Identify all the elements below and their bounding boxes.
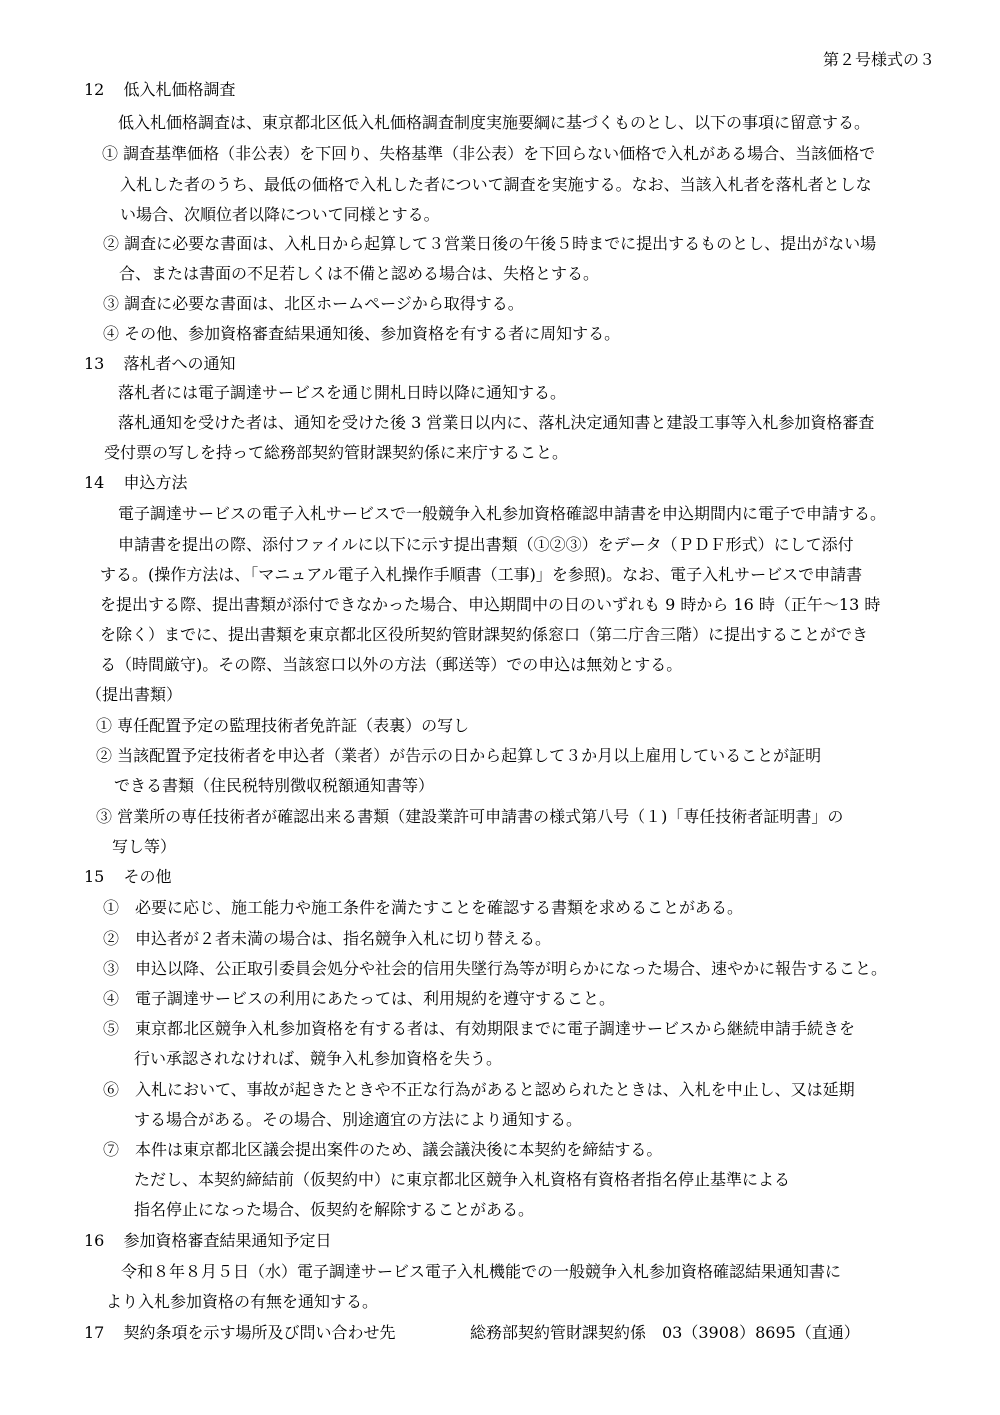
section-13-paragraph-2-line-2: 受付票の写しを持って総務部契約管財課契約係に来庁すること。 bbox=[104, 443, 569, 462]
section-15-item-1: ① 必要に応じ、施工能力や施工条件を満たすことを確認する書類を求めることがある。 bbox=[103, 898, 744, 917]
section-15-item-6-line-2: する場合がある。その場合、別途適宜の方法により通知する。 bbox=[134, 1110, 583, 1129]
section-12-item-1-line-3: い場合、次順位者以降について同様とする。 bbox=[120, 205, 440, 224]
section-15-heading bbox=[84, 867, 171, 887]
section-13-paragraph-1: 落札者には電子調達サービスを通じ開札日時以降に通知する。 bbox=[118, 383, 567, 402]
section-15-item-5-line-1: ⑤ 東京都北区競争入札参加資格を有する者は、有効期限までに電子調達サービスから継続申請手続きを bbox=[103, 1019, 856, 1038]
section-12-intro: 低入札価格調査は、東京都北区低入札価格調査制度実施要綱に基づくものとし、以下の事項に留意する。 bbox=[118, 113, 871, 132]
section-12-item-1-line-2: 入札した者のうち、最低の価格で入札した者について調査を実施する。なお、当該入札者を落札者としな bbox=[120, 175, 872, 194]
submission-doc-1: ① 専任配置予定の監理技術者免許証（表裏）の写し bbox=[96, 716, 470, 735]
section-12-item-4: ④ その他、参加資格審査結果通知後、参加資格を有する者に周知する。 bbox=[103, 324, 621, 343]
submission-docs-title: （提出書類） bbox=[86, 685, 183, 704]
section-15-item-4: ④ 電子調達サービスの利用にあたっては、利用規約を遵守すること。 bbox=[103, 989, 616, 1008]
section-title: 落札者への通知 bbox=[123, 354, 236, 373]
form-label: 第２号様式の３ bbox=[823, 50, 936, 69]
section-15-item-2: ② 申込者が２者未満の場合は、指名競争入札に切り替える。 bbox=[103, 929, 552, 948]
section-14-paragraph-2-line-5: る（時間厳守)。その際、当該窓口以外の方法（郵送等）での申込は無効とする。 bbox=[100, 655, 683, 674]
section-14-paragraph-2-line-1: 申請書を提出の際、添付ファイルに以下に示す提出書類（①②③）をデータ（ＰＤＦ形式）にして添付 bbox=[118, 535, 854, 554]
section-12-item-1-line-1: ① 調査基準価格（非公表）を下回り、失格基準（非公表）を下回らない価格で入札がある場合、当該価格で bbox=[102, 144, 876, 163]
section-14-paragraph-2-line-4: を除く）までに、提出書類を東京都北区役所契約管財課契約係窓口（第二庁舎三階）に提出することができ bbox=[100, 625, 869, 644]
section-number: 14 bbox=[84, 473, 105, 492]
section-16-paragraph-line-2: より入札参加資格の有無を通知する。 bbox=[106, 1292, 379, 1311]
section-title: その他 bbox=[123, 867, 172, 886]
section-14-paragraph-1: 電子調達サービスの電子入札サービスで一般競争入札参加資格確認申請書を申込期間内に電子で申請する。 bbox=[118, 504, 887, 523]
section-12-item-2-line-2: 合、または書面の不足若しくは不備と認める場合は、失格とする。 bbox=[119, 264, 600, 283]
section-title: 申込方法 bbox=[123, 473, 188, 492]
section-title: 低入札価格調査 bbox=[123, 80, 236, 99]
section-15-item-7-line-1: ⑦ 本件は東京都北区議会提出案件のため、議会議決後に本契約を締結する。 bbox=[103, 1140, 663, 1159]
section-17-contact: 総務部契約管財課契約係 03（3908）8695（直通） bbox=[470, 1323, 860, 1342]
section-12-heading bbox=[84, 80, 235, 100]
submission-doc-3-line-2: 写し等） bbox=[112, 837, 177, 856]
section-12-item-3: ③ 調査に必要な書面は、北区ホームページから取得する。 bbox=[103, 294, 524, 313]
section-title: 契約条項を示す場所及び問い合わせ先 bbox=[123, 1323, 396, 1342]
section-14-paragraph-2-line-3: を提出する際、提出書類が添付できなかった場合、申込期間中の日のいずれも 9 時から 16 時（正午～13 時 bbox=[100, 595, 881, 614]
section-13-paragraph-2-line-1: 落札通知を受けた者は、通知を受けた後 3 営業日以内に、落札決定通知書と建設工事等入札参加資格審査 bbox=[118, 413, 875, 432]
submission-doc-2-line-1: ② 当該配置予定技術者を申込者（業者）が告示の日から起算して３か月以上雇用していることが証明 bbox=[96, 746, 822, 765]
section-15-item-6-line-1: ⑥ 入札において、事故が起きたときや不正な行為があると認められたときは、入札を中止し、又は延期 bbox=[103, 1080, 855, 1099]
submission-doc-3-line-1: ③ 営業所の専任技術者が確認出来る書類（建設業許可申請書の様式第八号（１)「専任技術者証明書」の bbox=[96, 807, 844, 826]
section-number: 15 bbox=[84, 867, 105, 886]
section-14-heading bbox=[84, 473, 187, 493]
section-14-paragraph-2-line-2: する。(操作方法は、「マニュアル電子入札操作手順書（工事)」を参照)。なお、電子入札サービスで申請書 bbox=[100, 565, 863, 584]
submission-doc-2-line-2: できる書類（住民税特別徴収税額通知書等） bbox=[114, 776, 435, 795]
section-number: 16 bbox=[84, 1231, 105, 1250]
section-15-item-3: ③ 申込以降、公正取引委員会処分や社会的信用失墜行為等が明らかになった場合、速やかに報告すること。 bbox=[103, 959, 888, 978]
section-title: 参加資格審査結果通知予定日 bbox=[123, 1231, 332, 1250]
section-15-item-7-line-3: 指名停止になった場合、仮契約を解除することがある。 bbox=[134, 1200, 535, 1219]
section-17-heading bbox=[84, 1323, 395, 1343]
section-number: 17 bbox=[84, 1323, 105, 1342]
section-15-item-7-line-2: ただし、本契約締結前（仮契約中）に東京都北区競争入札資格有資格者指名停止基準による bbox=[134, 1170, 791, 1189]
section-number: 12 bbox=[84, 80, 105, 99]
section-15-item-5-line-2: 行い承認されなければ、競争入札参加資格を失う。 bbox=[134, 1049, 503, 1068]
section-16-paragraph-line-1: 令和８年８月５日（水）電子調達サービス電子入札機能での一般競争入札参加資格確認結果通知書に bbox=[121, 1262, 842, 1281]
section-13-heading bbox=[84, 354, 235, 374]
section-12-item-2-line-1: ② 調査に必要な書面は、入札日から起算して３営業日後の午後５時までに提出するものとし、提出がない場 bbox=[103, 234, 877, 253]
section-16-heading bbox=[84, 1231, 331, 1251]
section-number: 13 bbox=[84, 354, 105, 373]
